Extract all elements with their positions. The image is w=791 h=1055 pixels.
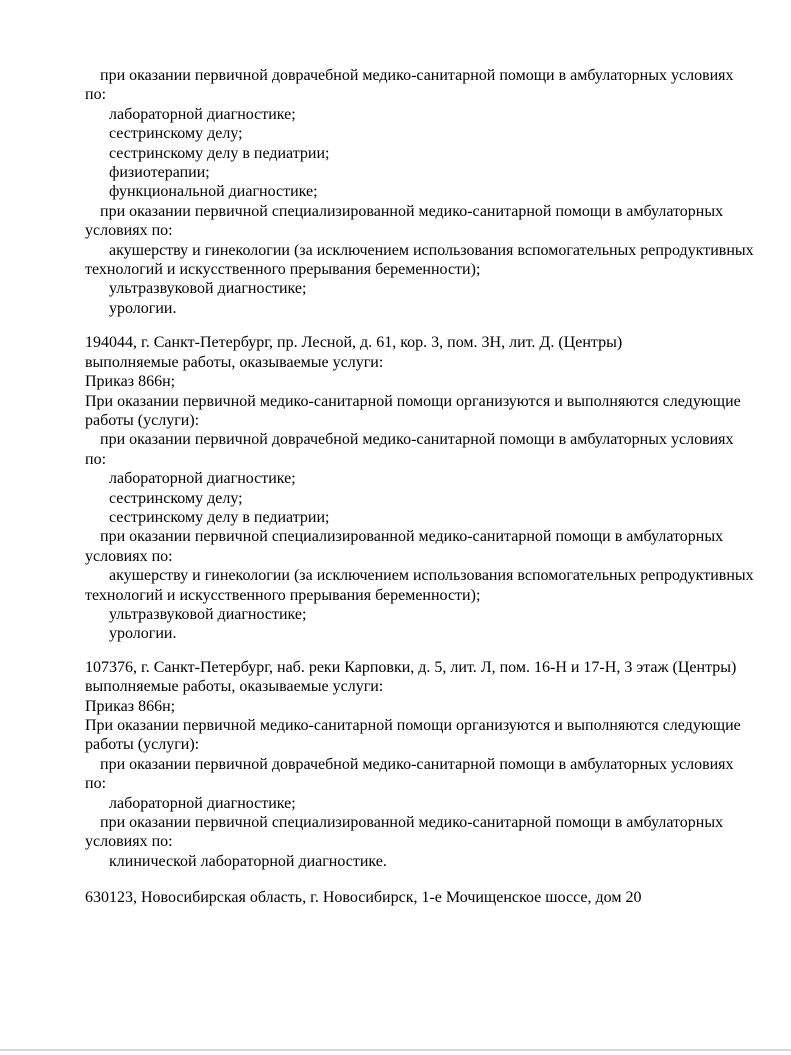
document-line: урологии. [109, 299, 177, 317]
document-line: 630123, Новосибирская область, г. Новосибирск, 1-е Мочищенское шоссе, дом 20 [85, 889, 642, 907]
document-line: технологий и искусственного прерывания беременности); [85, 261, 481, 279]
document-block [85, 66, 771, 318]
document-line: клинической лабораторной диагностике. [109, 852, 387, 870]
document-line: Приказ 866н; [85, 697, 176, 715]
document-line: по: [85, 775, 107, 793]
document-line: При оказании первичной медико-санитарной помощи организуются и выполняются следующие [85, 392, 741, 410]
document-block [85, 888, 771, 907]
document-line: сестринскому делу в педиатрии; [109, 144, 330, 162]
document-line: при оказании первичной доврачебной медико-санитарной помощи в амбулаторных условиях [100, 67, 734, 84]
document-line: физиотерапии; [109, 164, 210, 182]
document-line: ультразвуковой диагностике; [109, 605, 307, 623]
document-block [85, 333, 771, 644]
document-line: акушерству и гинекологии (за исключением использования вспомогательных репродуктивных [109, 241, 754, 259]
bottom-divider [0, 1049, 791, 1051]
document-line: выполняемые работы, оказываемые услуги: [85, 678, 384, 696]
document-line: при оказании первичной доврачебной медико-санитарной помощи в амбулаторных условиях [100, 755, 734, 773]
document-line: технологий и искусственного прерывания беременности); [85, 586, 481, 604]
document-line: лабораторной диагностике; [109, 794, 296, 812]
document-line: акушерству и гинекологии (за исключением использования вспомогательных репродуктивных [109, 567, 754, 585]
document-line: условиях по: [85, 222, 173, 240]
document-line: при оказании первичной специализированной медико-санитарной помощи в амбулаторных [100, 814, 724, 832]
document-text [85, 66, 771, 908]
document-line: работы (услуги): [85, 411, 200, 429]
document-line: 194044, г. Санкт-Петербург, пр. Лесной, д. 61, кор. 3, пом. 3Н, лит. Д. (Центры) [85, 334, 623, 352]
document-line: сестринскому делу; [109, 125, 243, 143]
document-line: При оказании первичной медико-санитарной помощи организуются и выполняются следующие [85, 717, 741, 734]
document-line: функциональной диагностике; [109, 183, 318, 201]
document-line: условиях по: [85, 547, 173, 565]
document-line: 107376, г. Санкт-Петербург, наб. реки Карповки, д. 5, лит. Л, пом. 16-Н и 17-Н, 3 этаж (Центры) [85, 658, 737, 676]
document-block [85, 658, 771, 871]
document-line: при оказании первичной специализированной медико-санитарной помощи в амбулаторных [100, 202, 724, 220]
document-line: выполняемые работы, оказываемые услуги: [85, 353, 384, 371]
document-line: работы (услуги): [85, 736, 200, 754]
document-line: урологии. [109, 625, 177, 643]
document-line: сестринскому делу; [109, 489, 243, 507]
document-line: лабораторной диагностике; [109, 470, 296, 488]
document-line: Приказ 866н; [85, 373, 176, 391]
document-line: условиях по: [85, 833, 173, 851]
document-line: сестринскому делу в педиатрии; [109, 508, 330, 526]
document-line: при оказании первичной специализированной медико-санитарной помощи в амбулаторных [100, 528, 724, 546]
document-line: по: [85, 450, 107, 468]
document-line: лабораторной диагностике; [109, 105, 296, 123]
document-line: по: [85, 86, 107, 104]
document-line: ультразвуковой диагностике; [109, 280, 307, 298]
document-line: при оказании первичной доврачебной медико-санитарной помощи в амбулаторных условиях [100, 431, 734, 449]
